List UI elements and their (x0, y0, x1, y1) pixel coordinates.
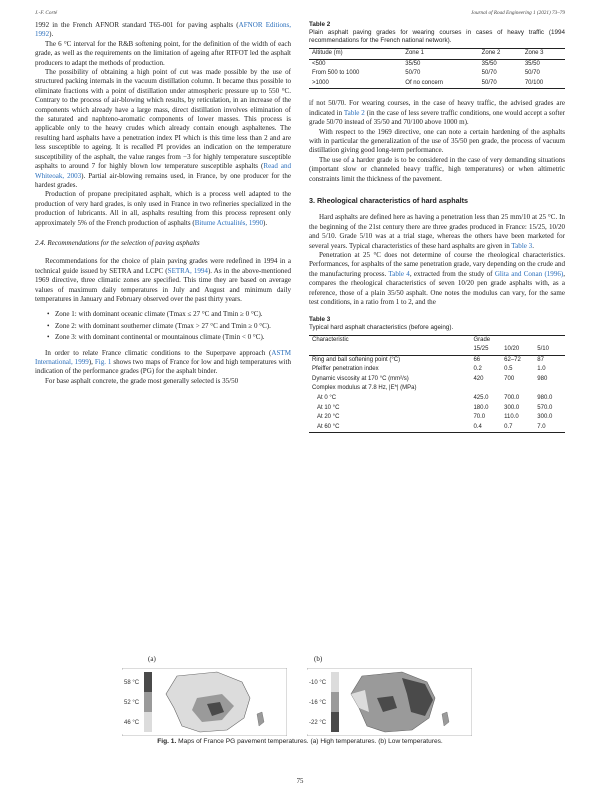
table-row (309, 69, 565, 79)
table-row (309, 365, 565, 375)
running-header-author: J.-F. Corté (35, 10, 58, 16)
table-cell: 0.7 (501, 423, 534, 433)
table-row (309, 79, 565, 89)
table-cell: 700 (504, 375, 515, 382)
table-cell: 980 (537, 375, 548, 382)
legend-label: -16 °C (309, 700, 327, 706)
list-item: • Zone 2: with dominant southerner climate (Tmax > 27 °C and Tmin ≥ 0 °C). (47, 322, 291, 331)
paragraph: With respect to the 1969 directive, one can note a certain hardening of the asphalts with in particular the generalization of the use of 35/50 pen grade, the process of vacuum distillation giving good long-term performance. (309, 127, 565, 155)
figure-panel-label-b: (b) (314, 655, 323, 663)
left-column (35, 21, 291, 386)
table-link[interactable]: Table 3 (511, 241, 533, 250)
table-cell: 420 (473, 375, 484, 382)
column-header: 5/10 (534, 345, 565, 355)
legend-swatch-light (331, 672, 339, 692)
paragraph: In order to relate France climatic conditions to the Superpave approach (ASTM International, 1999), Fig. 1 shows two maps of France for low and high temperatures with indication of the performance grades (PG) for the asphalt binder. (35, 348, 291, 376)
table-cell: 0.5 (504, 366, 513, 373)
table-cell: 50/70 (405, 70, 421, 77)
table-row (309, 413, 565, 423)
paragraph: 1992 in the French AFNOR standard T65-001 for paving asphalts (AFNOR Editions, 1992). (35, 21, 292, 39)
table2-caption: Table 2 Plain asphalt paving grades for wearing courses in cases of heavy traffic (1994 recommendations for the French national network). (309, 21, 565, 44)
table-cell: 66 (473, 356, 481, 363)
column-header: Zone 1 (402, 49, 478, 60)
list-item: • Zone 3: with dominant continental or mountainous climate (Tmin < 0 °C). (47, 333, 291, 342)
table2 (309, 48, 565, 89)
paragraph: Recommendations for the choice of plain paving grades were redefined in 1994 in a technical guide issued by SETRA and LCPC (SETRA, 1994). As in the above-mentioned 1969 directive, three climatic zones are specified. This time they are based on average values of maximum daily temperatures in July and August and minimum daily temperatures in January and February observed over the past thirty years. (35, 257, 291, 303)
table-cell: Complex modulus at 7.8 Hz, |E*| (MPa) (312, 385, 417, 392)
paragraph: The use of a harder grade is to be considered in the case of very demanding situations (important slow or channeled heavy traffic, high temperatures) or when altimetric constraints limit the thickness of the pavement. (309, 155, 565, 183)
table-cell: 62–72 (504, 356, 521, 363)
table-row (309, 384, 565, 394)
section-heading: 3. Rheological characteristics of hard asphalts (309, 196, 468, 206)
subsection-heading: 2.4. Recommendations for the selection of paving asphalts (35, 238, 200, 247)
table-row (309, 394, 565, 404)
paragraph: Penetration at 25 °C does not determine of course the rheological characteristics. Performances, for asphalts of the same penetration grade, vary depending on the crude and the manufacturing process. Table 4, extracted from the study of Glita and Conan (1996), compares the rheological characteristics of seven 10/20 pen grade asphalts with, as a reference, those of a plain 35/50 asphalt. One notes the modulus can vary, for the same test conditions, in a ratio from 1 to 2, and the (309, 251, 565, 307)
table-cell: >1000 (309, 79, 402, 89)
table-row (309, 59, 565, 69)
right-column (309, 21, 565, 433)
legend-label: 52 °C (124, 700, 140, 706)
legend-label: 46 °C (124, 720, 140, 726)
column-header: Altitude (m) (309, 49, 402, 60)
legend-label: -22 °C (309, 720, 327, 726)
table-cell: 570.0 (537, 404, 553, 411)
table-link[interactable]: Table 2 (343, 108, 365, 117)
table-cell (470, 384, 501, 394)
table-cell: 70.0 (473, 414, 486, 421)
table3-label: Table 3 (309, 315, 331, 323)
table-cell: 7.0 (534, 423, 565, 433)
legend-label: 58 °C (124, 680, 140, 686)
legend-swatch-mid (144, 692, 152, 712)
table-row (309, 404, 565, 414)
citation-link[interactable]: Read and Whiteoak, 2003 (35, 162, 291, 180)
paragraph: Hard asphalts are defined here as having a penetration less than 25 mm/10 at 25 °C. In the beginning of the 21st century there are three grades produced in France: 15/25, 10/20 and 5/10. Grade 5/10 was at a trial stage, whereas the others have been marketed for several years. Typical characteristics of these hard asphalts are given in Table 3. (309, 213, 565, 250)
figure-caption-label: Fig. 1. (157, 738, 177, 745)
table-cell: 35/50 (524, 60, 540, 67)
paragraph: if not 50/70. For wearing courses, in the case of heavy traffic, the advised grades are indicated in Table 2 (in the case of less severe traffic conditions, one would accept a softer grade 50/70 instead of 35/50 and 70/100 above 1000 m). (309, 99, 565, 127)
legend-swatch-dark (144, 672, 152, 692)
running-header-journal: Journal of Road Engineering 1 (2021) 73–79 (471, 10, 565, 16)
table-cell: 425.0 (473, 395, 489, 402)
table-cell: At 60 °C (309, 423, 470, 433)
paragraph: The 6 °C interval for the R&B softening point, for the definition of the width of each grade, as well as the requirements on the limitation of ageing after RTFOT led the asphalt producers to adapt the methods of production. (35, 39, 291, 67)
column-header: Zone 2 (479, 49, 522, 60)
table-link[interactable]: Table 4 (388, 269, 410, 278)
table-cell: At 10 °C (317, 404, 340, 411)
table3-caption: Table 3 Typical hard asphalt characteristics (before ageing). (309, 316, 565, 332)
citation-link[interactable]: AFNOR Editions, 1992 (35, 21, 292, 39)
table-cell: Dynamic viscosity at 170 °C (mm²/s) (312, 375, 409, 382)
figure-panel-label-a: (a) (148, 655, 156, 663)
table-cell: 700.0 (504, 395, 520, 402)
paragraph: The possibility of obtaining a high point of cut was made possible by the use of structured packing internals in the vacuum distillation column. It became thus possible to eliminate fractions with a point of distillation under atmospheric pressure up to 550 °C. Contrary to the process of air-blowing which results, by reticulation, in an increase of the components which already have a large mass, direct distillation involves elimination of the saturated and naphteno-aromatic components of lower masses. This process is applicable only to the heavy crudes which already contain enough asphaltenes. The resulting hard asphalts have a penetration index PI which is this time less than 2 and are less susceptible to ageing. It is recalled PI provides an indication on the temperature susceptibility of the asphalt, the value ranges from −3 for highly temperature susceptible asphalts to around 7 for highly blown low temperature susceptible asphalts (Read and Whiteoak, 2003). Partial air-blowing remains used, in France, by one producer for the hardest grades. (35, 68, 291, 189)
table-cell: 70/100 (522, 79, 565, 89)
legend-label: -10 °C (309, 680, 327, 686)
map-high-temperatures (122, 668, 287, 736)
table-cell: 50/70 (481, 70, 497, 77)
table-cell: 87 (537, 356, 544, 363)
table-cell: 50/70 (479, 79, 522, 89)
paragraph: For base asphalt concrete, the grade most generally selected is 35/50 (45, 376, 239, 385)
column-header: Characteristic (309, 335, 470, 345)
citation-link[interactable]: Glita and Conan (1996) (494, 269, 564, 278)
table-cell: At 0 °C (317, 395, 337, 402)
table-cell: <500 (312, 60, 326, 67)
table-cell: At 20 °C (317, 414, 340, 421)
legend-swatch-dark (331, 712, 339, 732)
table-row (309, 375, 565, 385)
list-item: • Zone 1: with dominant oceanic climate (Tmax ≤ 27 °C and Tmin ≥ 0 °C). (47, 310, 291, 319)
legend-swatch-light (144, 712, 152, 732)
climate-zone-list (35, 310, 291, 342)
column-header: Grade (470, 335, 565, 345)
table-cell: 35/50 (481, 60, 497, 67)
table-cell: Ring and ball softening point (°C) (312, 356, 401, 363)
table-cell: 35/50 (405, 60, 421, 67)
table-cell: From 500 to 1000 (312, 70, 360, 77)
column-header: 10/20 (501, 345, 534, 355)
table-cell: 110.0 (504, 414, 519, 421)
table-cell: Of no concern (402, 79, 478, 89)
table-row (309, 423, 565, 433)
citation-link[interactable]: SETRA, 1994 (167, 266, 208, 275)
table-cell: 300.0 (504, 404, 520, 411)
citation-link[interactable]: ASTM International, 1999 (35, 348, 291, 366)
citation-link[interactable]: Bitume Actualités, 1990 (194, 218, 263, 227)
map-low-temperatures (307, 668, 472, 736)
table-cell: 180.0 (473, 404, 489, 411)
column-header: Zone 3 (522, 49, 565, 60)
table3 (309, 335, 565, 434)
table-cell (534, 384, 565, 394)
page-number: 75 (296, 778, 304, 785)
table-cell: 0.2 (473, 366, 482, 373)
paragraph: Production of propane precipitated asphalt, which is a process well adapted to the production of very hard grades, is only used in France in two refineries specialized in the production of lubricants. All in all, asphalts resulting from this process represent only approximately 5% of the French production of asphalts (Bitume Actualités, 1990). (35, 190, 291, 227)
table-row (309, 355, 565, 365)
legend-swatch-mid (331, 692, 339, 712)
table-cell: 300.0 (537, 414, 553, 421)
table-cell (501, 384, 534, 394)
figure-caption: Fig. 1. Maps of France PG pavement temperatures. (a) High temperatures. (b) Low temperatures. (157, 738, 443, 745)
figure-link[interactable]: Fig. 1 (94, 358, 112, 366)
table-cell: 1.0 (537, 366, 546, 373)
table-cell: 980.0 (537, 395, 553, 402)
table-cell: 50/70 (524, 70, 540, 77)
table2-label: Table 2 (309, 21, 331, 28)
column-header: 15/25 (470, 345, 501, 355)
table-cell: 0.4 (470, 423, 501, 433)
table-cell: Pfeiffer penetration index (312, 366, 379, 373)
